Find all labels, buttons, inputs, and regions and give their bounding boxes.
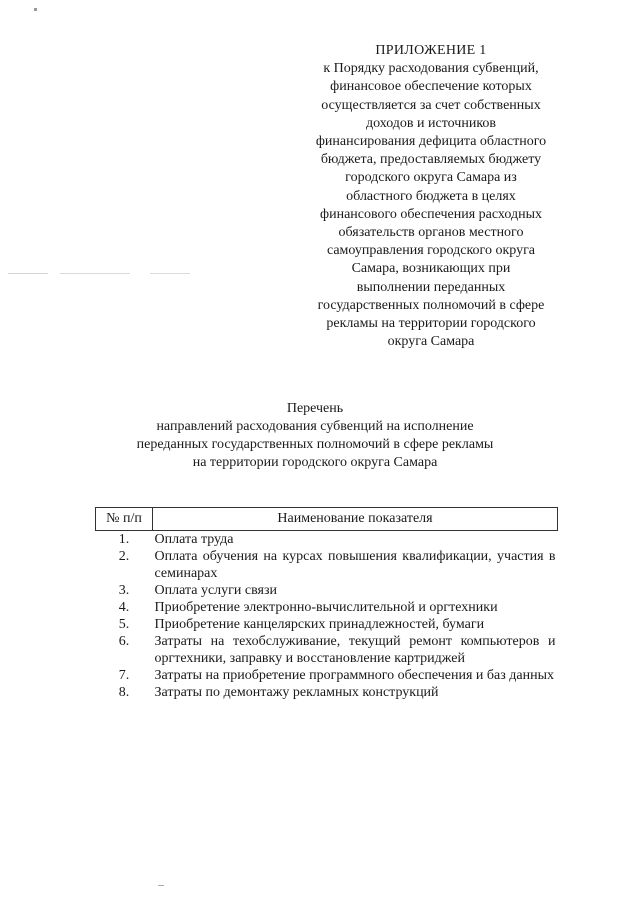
scan-speck: [8, 273, 48, 274]
header-number: № п/п: [96, 508, 153, 531]
row-name: Приобретение канцелярских принадлежностей, бумаги: [154, 617, 485, 632]
row-number: 3.: [118, 583, 130, 598]
scan-speck: [150, 273, 190, 274]
appendix-title: ПРИЛОЖЕНИЕ 1: [375, 43, 487, 58]
scan-speck: [34, 8, 37, 11]
appendix-line: финансовое обеспечение которых: [330, 79, 532, 95]
row-name: Приобретение электронно-вычислительной и оргтехники: [154, 600, 498, 615]
heading-line: Перечень: [286, 401, 344, 416]
appendix-line: Самара, возникающих при: [351, 261, 511, 277]
indicators-table: [95, 507, 558, 701]
row-name: Затраты на техобслуживание, текущий ремонт компьютеров и оргтехники, заправку и восстановление картриджей: [154, 634, 556, 666]
list-heading: [100, 400, 530, 472]
row-name: Оплата обучения на курсах повышения квалификации, участия в семинарах: [154, 549, 556, 581]
table-row: [96, 531, 558, 549]
scan-speck: [158, 885, 164, 886]
row-number: 1.: [118, 532, 130, 547]
row-name: Оплата труда: [154, 532, 234, 547]
table-row: [96, 667, 558, 684]
appendix-line: финансового обеспечения расходных: [320, 206, 542, 222]
appendix-line: округа Самара: [387, 334, 475, 350]
table-row: [96, 616, 558, 633]
appendix-line: осуществляется за счет собственных: [321, 97, 541, 113]
appendix-line: бюджета, предоставляемых бюджету: [320, 152, 542, 168]
row-number: 4.: [118, 600, 130, 615]
row-name: Затраты на приобретение программного обеспечения и баз данных: [154, 668, 554, 683]
row-number: 2.: [118, 549, 130, 564]
table-row: [96, 684, 558, 701]
appendix-line: государственных полномочий в сфере: [317, 297, 545, 313]
appendix-line: к Порядку расходования субвенций,: [323, 61, 539, 77]
table-row: [96, 599, 558, 616]
appendix-line: городского округа Самара из: [345, 170, 517, 186]
appendix-line: рекламы на территории городского: [326, 316, 536, 332]
appendix-line: доходов и источников: [365, 115, 497, 131]
appendix-line: выполнении переданных: [356, 279, 506, 295]
table-row: [96, 633, 558, 667]
appendix-line: областного бюджета в целях: [346, 188, 516, 204]
row-number: 7.: [118, 668, 130, 683]
header-name: Наименование показателя: [153, 508, 558, 531]
table-header-row: [96, 508, 558, 531]
heading-line: направлений расходования субвенций на исполнение: [156, 419, 474, 434]
appendix-block: [296, 42, 566, 351]
heading-line: на территории городского округа Самара: [192, 455, 438, 470]
heading-line: переданных государственных полномочий в сфере рекламы: [136, 437, 494, 452]
appendix-line: обязательств органов местного: [338, 225, 524, 241]
scan-speck: [60, 273, 130, 274]
table-row: [96, 548, 558, 582]
row-number: 8.: [118, 685, 130, 700]
appendix-line: самоуправления городского округа: [326, 243, 536, 259]
row-number: 6.: [118, 634, 130, 649]
appendix-line: финансирования дефицита областного: [315, 134, 547, 150]
row-name: Затраты по демонтажу рекламных конструкций: [154, 685, 439, 700]
row-name: Оплата услуги связи: [154, 583, 277, 598]
table-row: [96, 582, 558, 599]
row-number: 5.: [118, 617, 130, 632]
